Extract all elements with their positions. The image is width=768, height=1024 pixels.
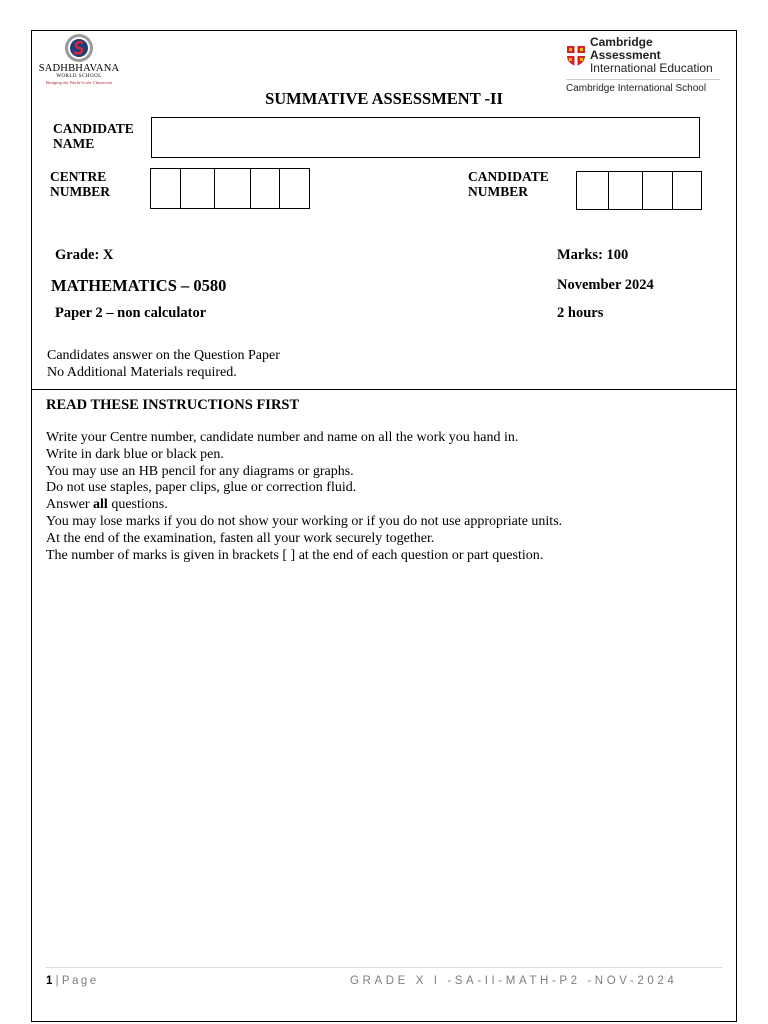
footer-code: GRADE X I -SA-II-MATH-P2 -NOV-2024 bbox=[350, 975, 678, 987]
candidate-name-label-line1: CANDIDATE bbox=[53, 121, 134, 136]
centre-digit-box[interactable] bbox=[250, 168, 280, 209]
exam-date: November 2024 bbox=[557, 277, 654, 293]
instruction-line: At the end of the examination, fasten all your work securely together. bbox=[46, 530, 435, 546]
page-label: Page bbox=[61, 975, 99, 987]
page-number bbox=[46, 975, 99, 987]
candidate-number-boxes bbox=[576, 171, 702, 210]
candidate-name-label-line2: NAME bbox=[53, 136, 95, 151]
school-tagline: Bringing the World to the Classroom bbox=[45, 80, 113, 85]
candidate-name-label bbox=[53, 121, 134, 151]
instruction-line: Write in dark blue or black pen. bbox=[46, 446, 224, 462]
note-line: Candidates answer on the Question Paper bbox=[47, 348, 280, 363]
instructions-list bbox=[46, 430, 562, 564]
page-number-value: 1 bbox=[46, 975, 53, 987]
candidate-name-field[interactable] bbox=[151, 117, 700, 158]
school-emblem-icon bbox=[64, 33, 94, 63]
candidate-number-label-line1: CANDIDATE bbox=[468, 169, 549, 184]
instruction-line: Write your Centre number, candidate number and name on all the work you hand in. bbox=[46, 430, 519, 445]
instruction-answer-post: questions. bbox=[107, 497, 168, 513]
instruction-line: Do not use staples, paper clips, glue or correction fluid. bbox=[46, 480, 357, 496]
candidate-digit-box[interactable] bbox=[608, 171, 643, 210]
school-subtitle: WORLD SCHOOL bbox=[56, 74, 102, 79]
centre-number-boxes bbox=[150, 168, 310, 209]
instruction-line: The number of marks is given in brackets [ ] at the end of each question or part question. bbox=[46, 547, 544, 563]
instruction-line bbox=[46, 497, 562, 514]
marks-label: Marks: 100 bbox=[557, 247, 629, 263]
duration-label: 2 hours bbox=[557, 305, 604, 321]
note-line: No Additional Materials required. bbox=[47, 365, 237, 380]
centre-digit-box[interactable] bbox=[150, 168, 181, 209]
section-divider bbox=[32, 389, 736, 390]
cambridge-logo bbox=[566, 36, 726, 94]
centre-number-label-line2: NUMBER bbox=[50, 184, 110, 199]
footer-divider bbox=[46, 967, 722, 968]
cambridge-subtitle: International Education bbox=[589, 61, 713, 75]
materials-notes bbox=[47, 347, 280, 381]
cambridge-title: Cambridge Assessment bbox=[589, 35, 661, 62]
grade-label: Grade: X bbox=[55, 247, 114, 263]
instruction-answer-bold: all bbox=[93, 497, 108, 513]
instruction-line: You may use an HB pencil for any diagrams or graphs. bbox=[46, 463, 354, 479]
instruction-line: You may lose marks if you do not show your working or if you do not use appropriate units. bbox=[46, 513, 563, 529]
school-logo bbox=[36, 33, 122, 93]
centre-digit-box[interactable] bbox=[214, 168, 251, 209]
candidate-number-label-line2: NUMBER bbox=[468, 184, 528, 199]
candidate-digit-box[interactable] bbox=[642, 171, 673, 210]
candidate-digit-box[interactable] bbox=[672, 171, 702, 210]
centre-digit-box[interactable] bbox=[180, 168, 215, 209]
instructions-title: READ THESE INSTRUCTIONS FIRST bbox=[46, 397, 300, 413]
instruction-answer-pre: Answer bbox=[46, 497, 94, 513]
centre-number-label-line1: CENTRE bbox=[50, 169, 107, 184]
paper-label: Paper 2 – non calculator bbox=[55, 305, 207, 321]
cambridge-school: Cambridge International School bbox=[566, 79, 720, 94]
candidate-digit-box[interactable] bbox=[576, 171, 609, 210]
page-title: SUMMATIVE ASSESSMENT -II bbox=[265, 89, 503, 108]
centre-number-label bbox=[50, 169, 110, 199]
school-name: SADHBHAVANA bbox=[38, 63, 120, 74]
centre-digit-box[interactable] bbox=[279, 168, 310, 209]
subject-title: MATHEMATICS – 0580 bbox=[51, 276, 227, 295]
page-number-separator: | bbox=[55, 975, 59, 987]
candidate-number-label bbox=[468, 169, 549, 199]
cambridge-shield-icon bbox=[566, 45, 586, 67]
